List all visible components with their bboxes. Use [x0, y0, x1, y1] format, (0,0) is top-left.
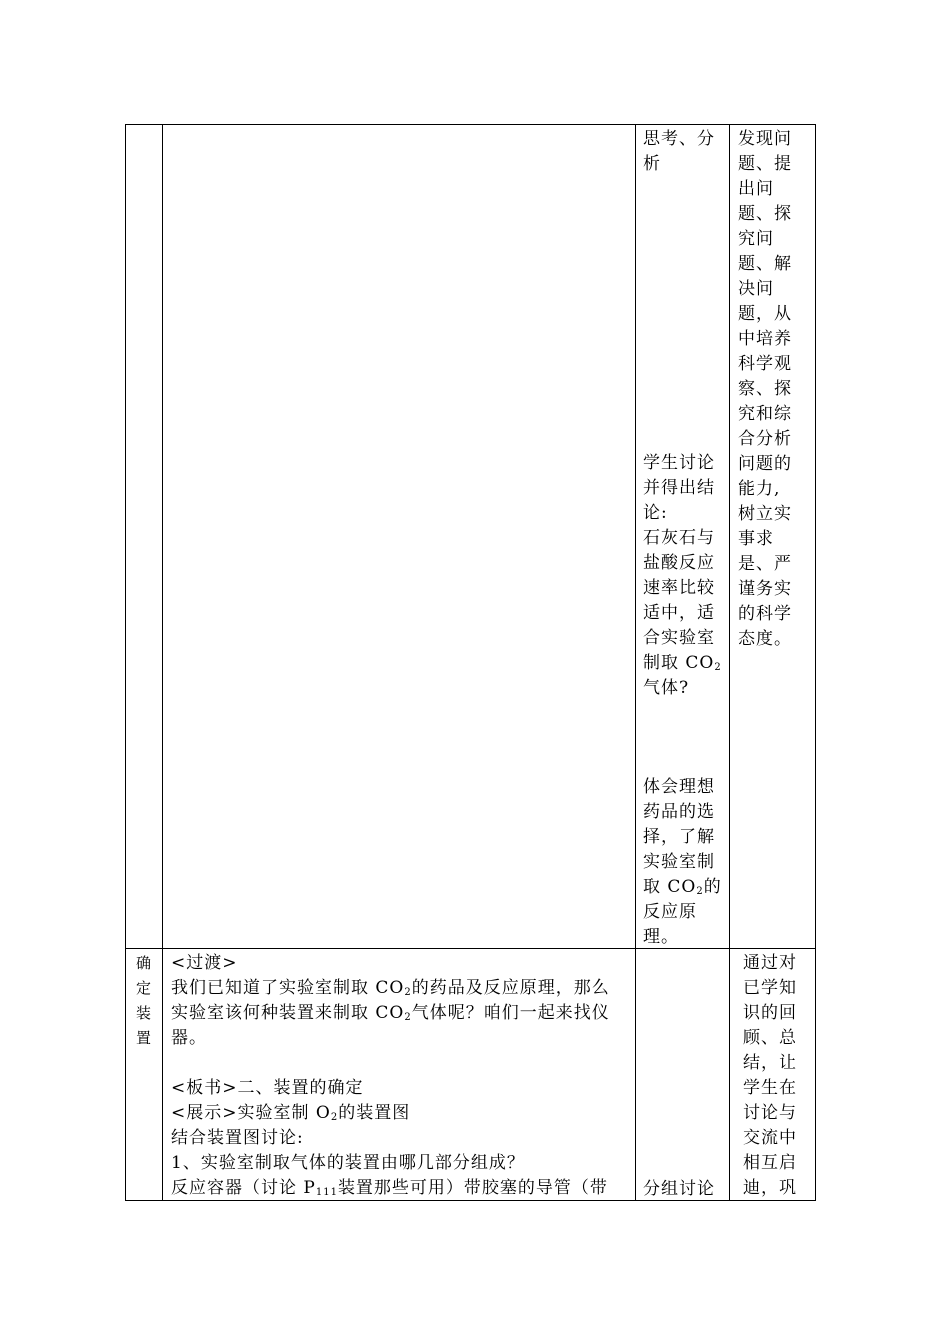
row1-student-conclusion: 学生讨论 并得出结 论: 石灰石与 盐酸反应 速率比较 适中，适 合实验室 制取 $CO_2$ 气体? [643, 453, 722, 698]
row2-stage: 确 定 装 置 [136, 954, 153, 1047]
co2-line: 制取 $CO_2$ [643, 653, 722, 673]
column-divider [635, 125, 636, 1200]
lesson-table [125, 124, 816, 1201]
column-divider [162, 125, 163, 1200]
row1-student-activity: 思考、分 析 [643, 129, 715, 174]
row1-student-understanding: 体会理想 药品的选 择，了解 实验室制 取 $CO_2$的 反应原 理。 [643, 777, 722, 947]
row2-design-intent: 通过对 已学知 识的回 顾、总 结，让 学生在 讨论与 交流中 相互启 迪，巩 [743, 953, 797, 1198]
co2-line: 取 $CO_2$的 [643, 877, 722, 897]
column-divider [729, 125, 730, 1200]
row1-design-intent: 发现问 题、提 出问 题、探 究问 题、解 决问 题，从 中培养 科学观 察、探 究和综 合分析 问题的 能力, 树立实 事求 是、严 谨务实 的科学 态度。 [738, 129, 792, 649]
row2-student-activity: 分组讨论 [643, 1179, 715, 1199]
row2-teacher-activity: <过渡> 我们已知道了实验室制取 $CO_2$的药品及反应原理，那么 实验室该何种装置来制取 $CO_2$气体呢？咱们一起来找仪 器。 <板书>二、装置的确定 <展示>实验室制 $O_2$的装置图 结合装置图讨论: 1、实验室制取气体的装置由哪几部分组成？ 反应容器（讨论 $P_{111}$装置那些可用）带胶塞的导管（带 [171, 953, 610, 1198]
